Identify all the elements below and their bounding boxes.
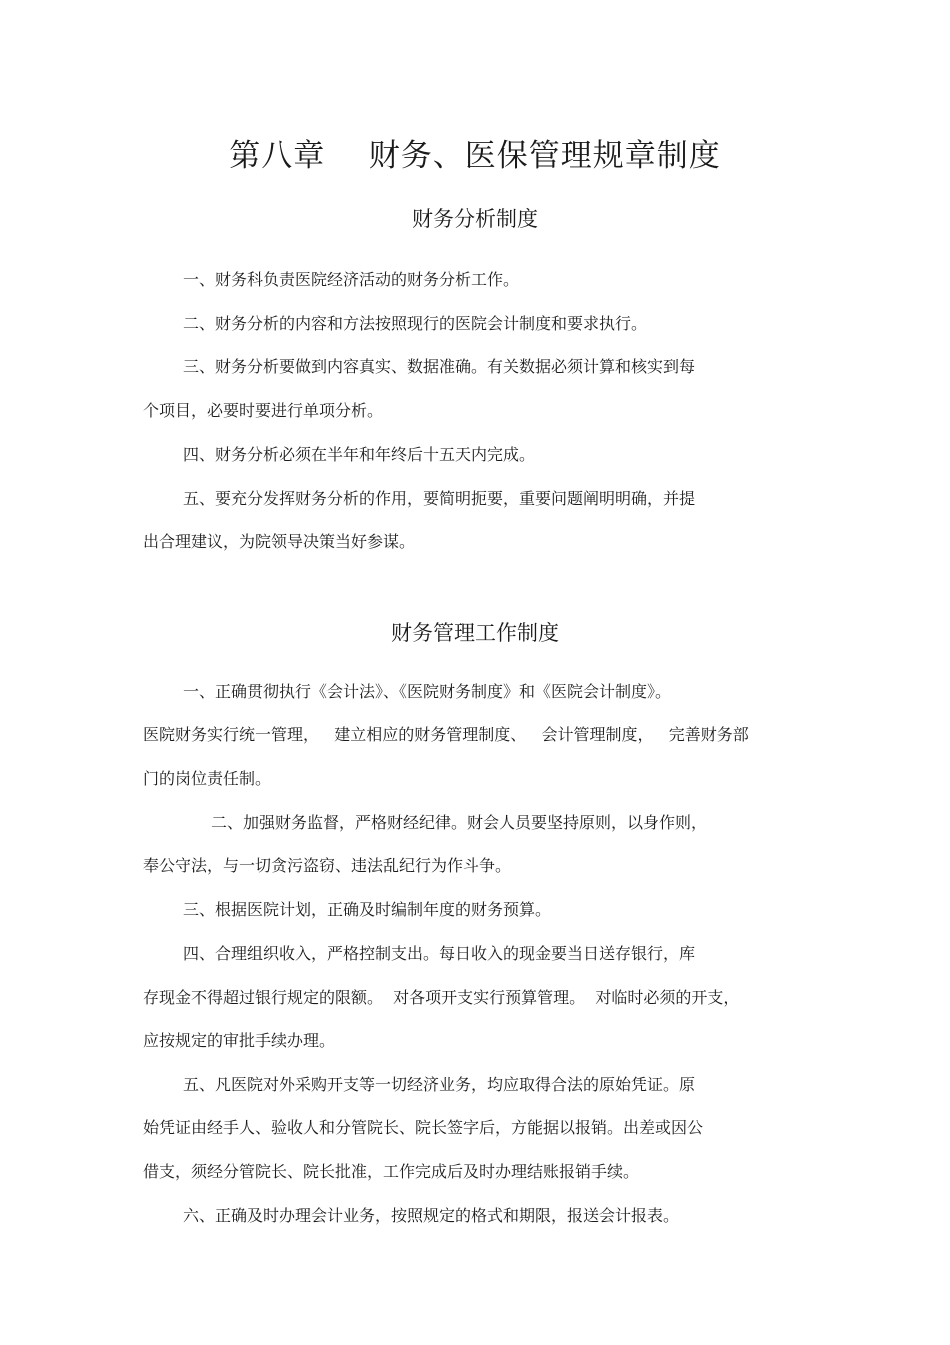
paragraph-line: 存现金不得超过银行规定的限额。 对各项开支实行预算管理。 对临时必须的开支，	[143, 988, 740, 1007]
paragraph-line: 六、正确及时办理会计业务，按照规定的格式和期限，报送会计报表。	[183, 1206, 680, 1225]
paragraph-line: 始凭证由经手人、验收人和分管院长、院长签字后，方能据以报销。出差或因公	[143, 1118, 704, 1137]
paragraph-line: 医院财务实行统一管理， 建立相应的财务管理制度、 会计管理制度， 完善财务部	[143, 725, 749, 744]
paragraph-line: 应按规定的审批手续办理。	[143, 1031, 336, 1050]
paragraph-line: 个项目，必要时要进行单项分析。	[143, 401, 384, 420]
section-title-financial-analysis: 财务分析制度	[412, 207, 538, 231]
chapter-title: 第八章 财务、医保管理规章制度	[229, 138, 721, 174]
paragraph-line: 三、根据医院计划，正确及时编制年度的财务预算。	[183, 900, 552, 919]
section-title-financial-management: 财务管理工作制度	[391, 621, 559, 645]
paragraph-line: 一、财务科负责医院经济活动的财务分析工作。	[183, 270, 520, 289]
paragraph-line: 二、财务分析的内容和方法按照现行的医院会计制度和要求执行。	[183, 314, 648, 333]
paragraph-line: 门的岗位责任制。	[143, 769, 272, 788]
paragraph-line: 一、正确贯彻执行《会计法》、《医院财务制度》和《医院会计制度》。	[183, 682, 672, 701]
paragraph-line: 四、财务分析必须在半年和年终后十五天内完成。	[183, 445, 536, 464]
paragraph-line: 四、合理组织收入，严格控制支出。每日收入的现金要当日送存银行，库	[183, 944, 696, 963]
paragraph-line: 三、财务分析要做到内容真实、数据准确。有关数据必须计算和核实到每	[183, 357, 696, 376]
paragraph-line: 五、要充分发挥财务分析的作用，要简明扼要，重要问题阐明明确，并提	[183, 489, 696, 508]
paragraph-line: 出合理建议，为院领导决策当好参谋。	[143, 532, 416, 551]
paragraph-line: 奉公守法，与一切贪污盗窃、违法乱纪行为作斗争。	[143, 856, 512, 875]
paragraph-line: 五、凡医院对外采购开支等一切经济业务，均应取得合法的原始凭证。原	[183, 1075, 696, 1094]
paragraph-line: 二、加强财务监督，严格财经纪律。财会人员要坚持原则，以身作则，	[211, 813, 708, 832]
paragraph-line: 借支，须经分管院长、院长批准，工作完成后及时办理结账报销手续。	[143, 1162, 640, 1181]
